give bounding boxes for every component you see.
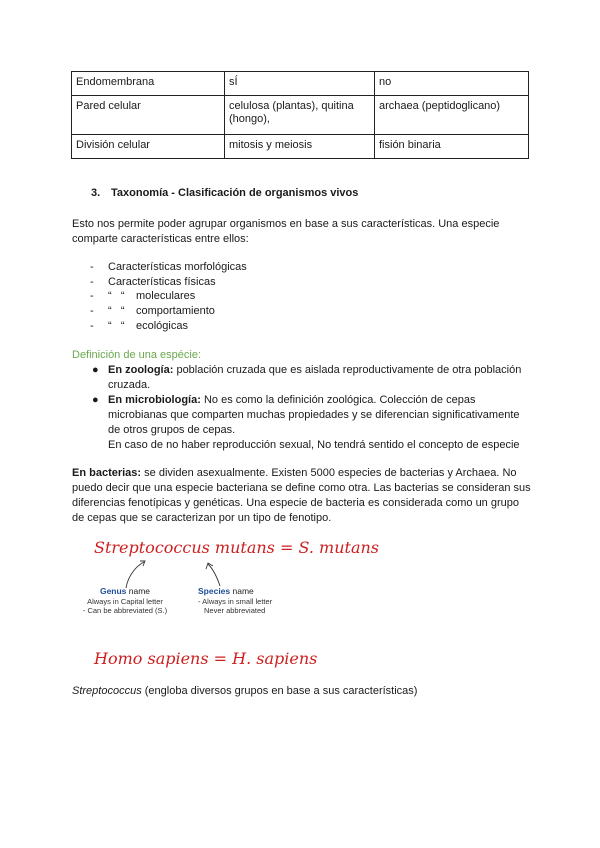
comparison-table — [71, 71, 529, 159]
ditto-mark: “ “ — [108, 290, 125, 303]
species-note-1: - Always in small letter — [198, 596, 273, 606]
list-item-text: moleculares — [136, 290, 196, 303]
ditto-mark: “ “ — [108, 319, 125, 332]
table-cell: Pared celular — [72, 96, 225, 135]
ditto-mark: “ “ — [108, 305, 125, 318]
list-item — [90, 363, 530, 393]
nomenclature-example-1: Streptococcus mutans = S. mutans — [94, 538, 379, 557]
genus-note-1: Always in Capital letter — [87, 596, 163, 606]
species-label: Species — [198, 586, 231, 596]
list-item-text: Características físicas — [108, 275, 216, 288]
list-item-text: comportamiento — [136, 305, 215, 318]
list-item — [90, 393, 530, 438]
dash-marker: - — [90, 305, 94, 318]
list-item — [90, 319, 247, 334]
nomenclature-example-2: Homo sapiens = H. sapiens — [94, 649, 318, 668]
closing-genus: Streptococcus — [72, 685, 142, 697]
microbiology-extra: En caso de no haber reproducción sexual, No tendrá sentido el concepto de especie — [108, 439, 520, 451]
definition-title: Definición de una espécie: — [72, 349, 202, 361]
dash-marker: - — [90, 275, 94, 288]
section-title: Taxonomía - Clasificación de organismos vivos — [111, 187, 359, 199]
zoology-label: En zoología: — [108, 364, 174, 376]
genus-annotation — [80, 587, 170, 616]
table-cell: celulosa (plantas), quitina (hongo), — [225, 96, 375, 135]
dash-marker: - — [90, 261, 94, 273]
bacteria-text: se dividen asexualmente. Existen 5000 especies de bacterias y Archaea. No puedo decir que una especie bacteriana se define como otra. Las bacterias se consideran sus diferencias fenotípicas y genéticas. Una especie de bacteria es considerada como un grupo de cepas que se caracterizan por un tipo de fenotipo. — [72, 467, 531, 524]
table-row — [72, 96, 529, 135]
table-cell: División celular — [72, 135, 225, 159]
table-cell: Endomembrana — [72, 72, 225, 96]
table-cell: sÍ — [225, 72, 375, 96]
dash-marker: - — [90, 319, 94, 332]
table-cell: no — [375, 72, 529, 96]
species-suffix: name — [230, 586, 254, 596]
closing-text: (engloba diversos grupos en base a sus características) — [141, 685, 418, 697]
list-item — [90, 275, 247, 290]
bullet-icon: ● — [92, 364, 99, 376]
characteristics-list — [90, 260, 247, 333]
genus-note-2: - Can be abbreviated (S.) — [82, 606, 168, 615]
list-item-text: Características morfológicas — [108, 261, 247, 273]
list-item — [90, 260, 247, 275]
table-cell: fisión binaria — [375, 135, 529, 159]
section-number: 3. — [91, 187, 101, 199]
dash-marker: - — [90, 290, 94, 303]
bullet-icon: ● — [92, 394, 99, 406]
table-cell: archaea (peptidoglicano) — [375, 96, 529, 135]
intro-paragraph: Esto nos permite poder agrupar organismos en base a sus características. Una especie comparte características entre ellos: — [72, 218, 500, 245]
bacteria-paragraph — [72, 466, 532, 526]
species-note-2: Never abbreviated — [204, 606, 266, 615]
microbiology-label: En microbiología: — [108, 394, 201, 406]
microbiology-text: No es como la definición zoológica. Colección de cepas microbianas que comparten muchas propiedades y se diferencian significativamente de otros grupos de cepas. — [108, 394, 520, 436]
list-item-text: ecológicas — [136, 319, 188, 332]
genus-label: Genus — [99, 586, 127, 596]
list-item-continuation — [90, 438, 530, 453]
species-annotation — [198, 587, 298, 616]
zoology-text: población cruzada que es aislada reproductivamente de otra población cruzada. — [108, 364, 522, 391]
definition-list — [90, 363, 530, 453]
closing-line — [72, 684, 532, 699]
list-item — [90, 304, 247, 319]
table-cell: mitosis y meiosis — [225, 135, 375, 159]
bacteria-label: En bacterias: — [72, 467, 142, 479]
list-item — [90, 289, 247, 304]
genus-suffix: name — [126, 586, 151, 596]
table-row — [72, 135, 529, 159]
section-heading — [91, 187, 358, 199]
table-row — [72, 72, 529, 96]
